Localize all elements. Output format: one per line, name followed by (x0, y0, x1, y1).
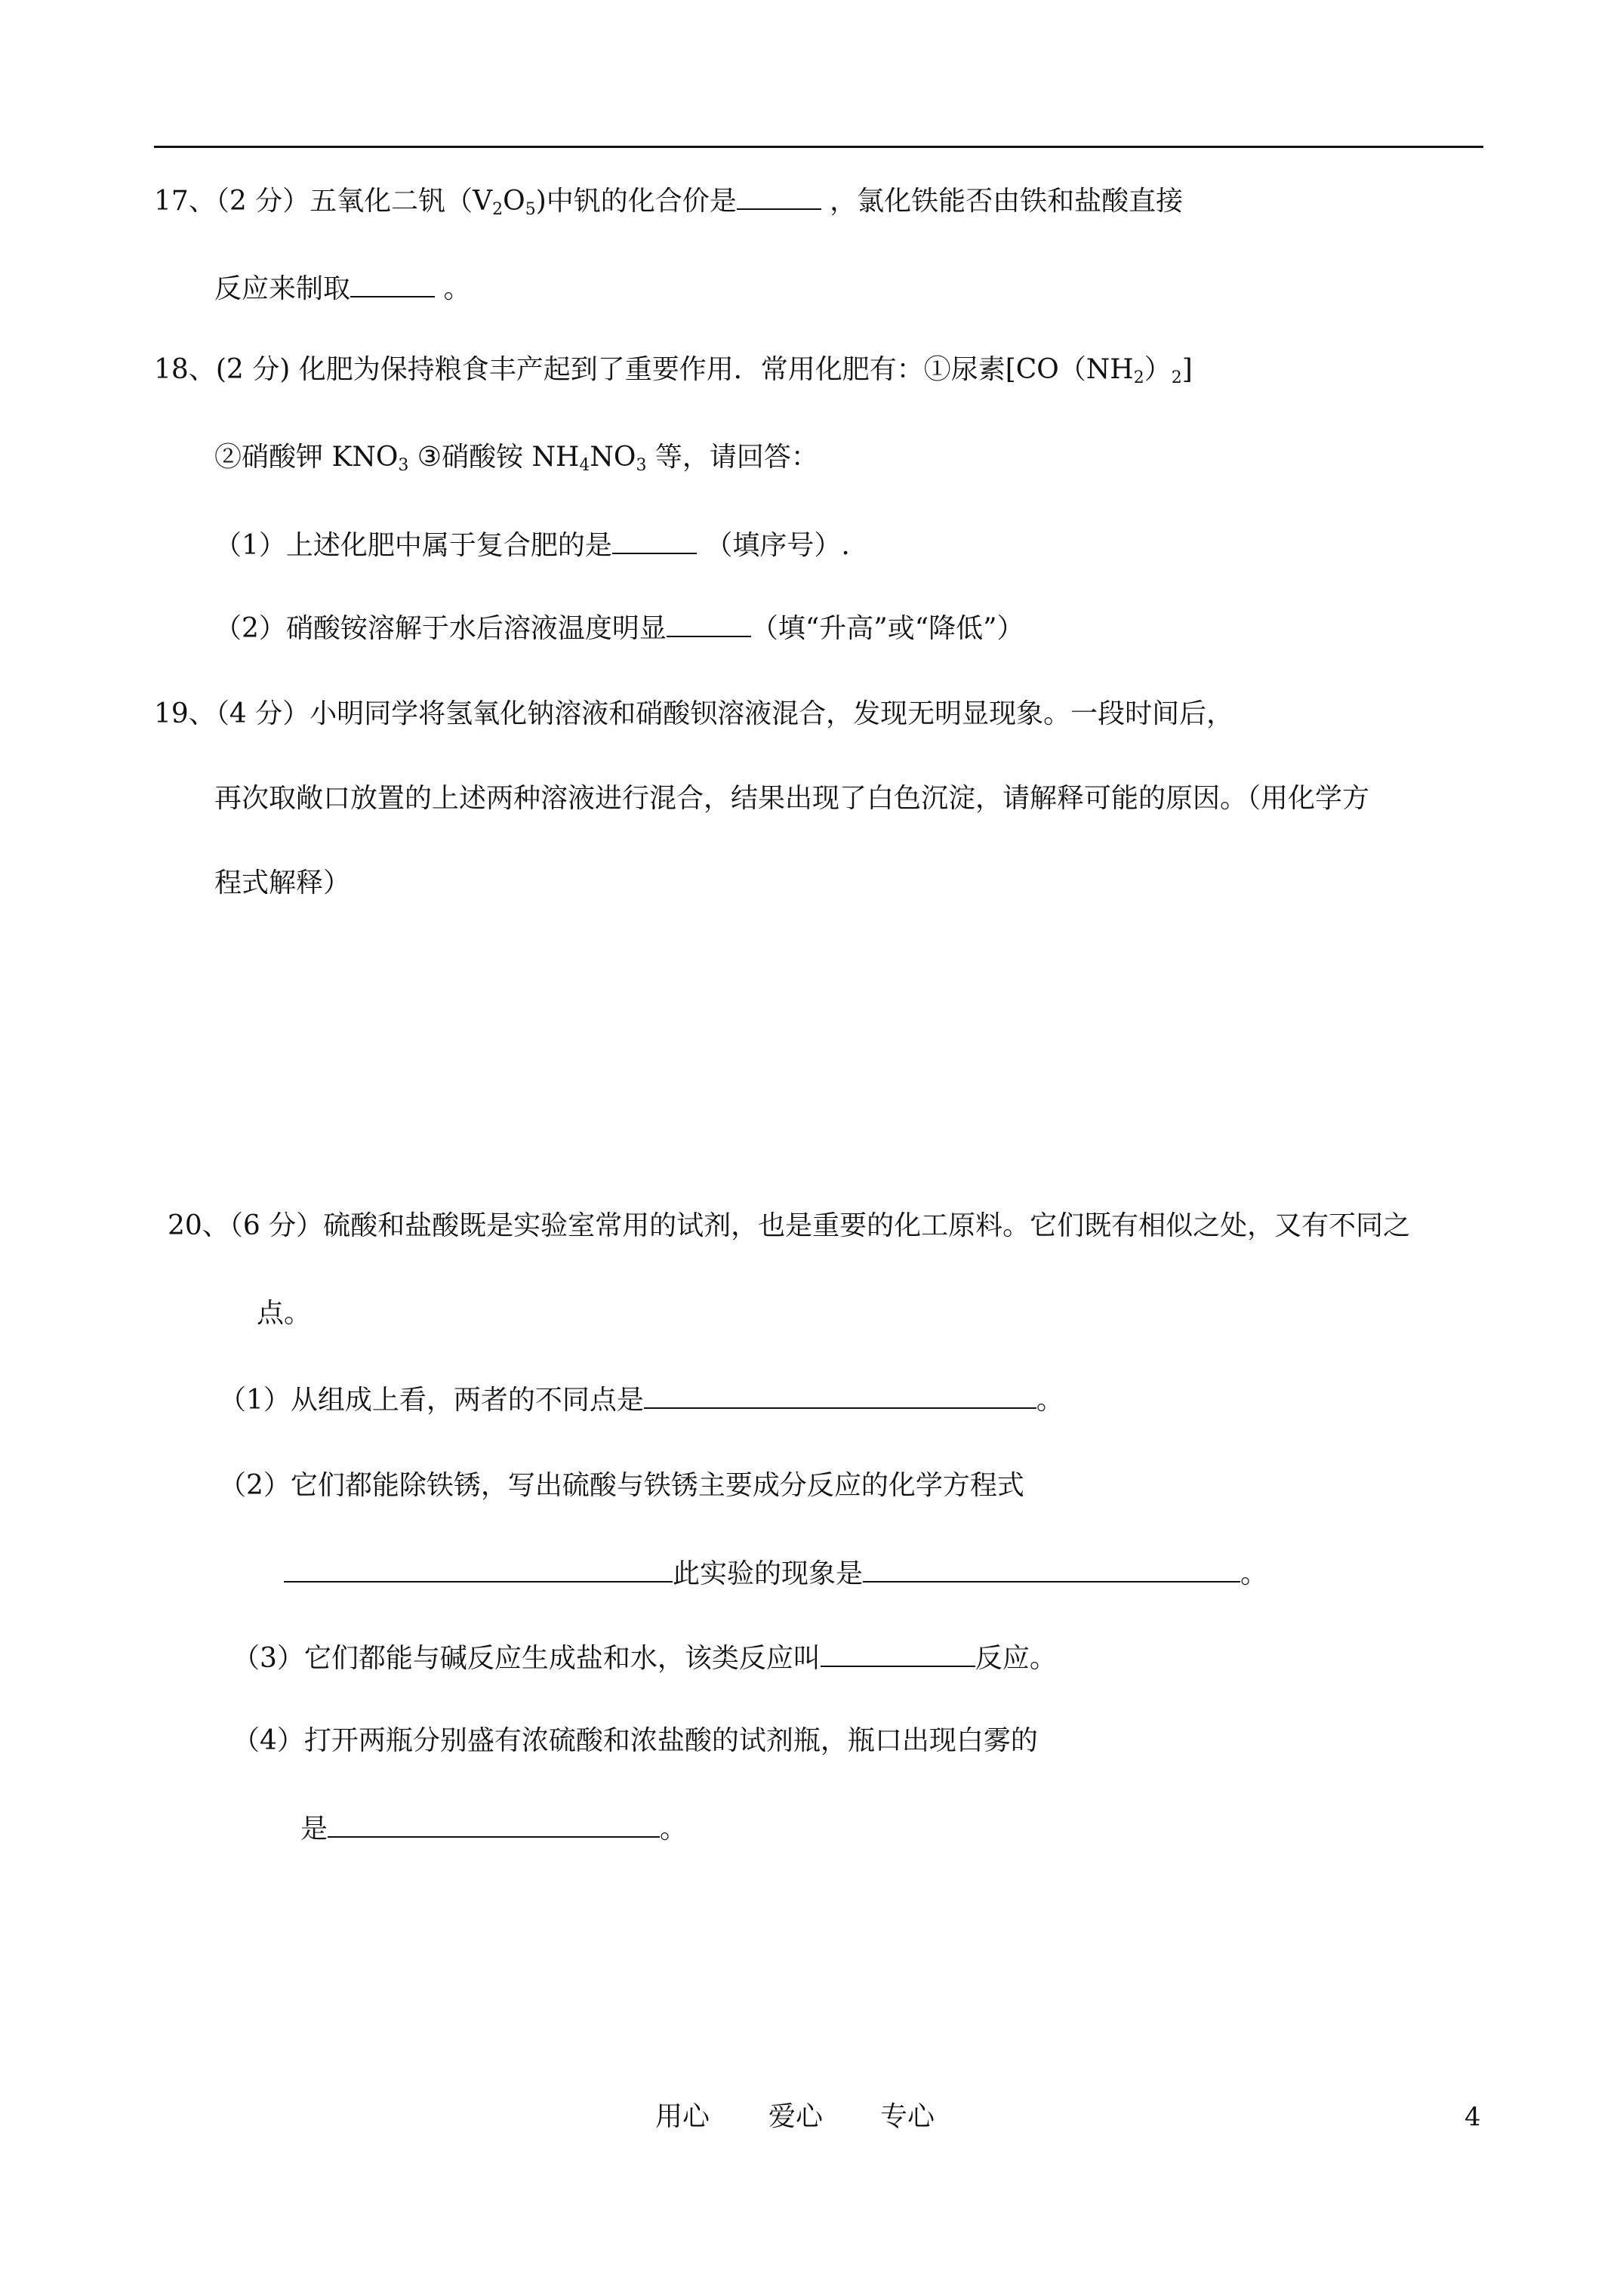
q20-answer-blank-3[interactable] (863, 1554, 1240, 1583)
q18-number: 18、 (154, 354, 216, 385)
q20-line1: 20、（6 分）硫酸和盐酸既是实验室常用的试剂，也是重要的化工原料。它们既有相似之处，又有不同之 (168, 1210, 1411, 1241)
q17-line1: 17、（2 分）五氧化二钒$(V_2O_5)$中钒的化合价是 ，氯化铁能否由铁和盐酸直接 (154, 181, 1183, 220)
q19-line1: 19、（4 分）小明同学将氢氧化钠溶液和硝酸钡溶液混合，发现无明显现象。一段时间后， (154, 698, 1234, 729)
q19-number: 19、 (154, 698, 216, 729)
q20-answer-blank-4[interactable] (821, 1638, 975, 1667)
footer-motto-2: 爱心 (768, 2101, 824, 2132)
page-number: 4 (1464, 2102, 1481, 2132)
q20-sub2-answer-line: 此实验的现象是 。 (284, 1554, 1267, 1592)
q18-answer-blank-1[interactable] (612, 525, 697, 554)
q20-line2: 点。 (257, 1298, 312, 1329)
q17-answer-blank-1[interactable] (737, 181, 821, 210)
q17-number: 17、 (154, 186, 216, 217)
footer-motto-1: 用心 (655, 2101, 710, 2132)
q18-line2: ②硝酸钾 $KNO_3$ ③硝酸铵 $NH_4NO_3$ 等，请回答： (214, 442, 818, 475)
q17-line2: 反应来制取 。 (214, 269, 470, 307)
q20-sub4: （4）打开两瓶分别盛有浓硫酸和浓盐酸的试剂瓶，瓶口出现白雾的 (233, 1725, 1038, 1756)
footer-motto-3: 专心 (880, 2101, 935, 2132)
q20-sub1: （1）从组成上看，两者的不同点是 。 (219, 1380, 1064, 1419)
q18-answer-blank-2[interactable] (667, 609, 751, 637)
q19-line3: 程式解释） (214, 868, 351, 898)
q18-line1: 18、(2 分) 化肥为保持粮食丰产起到了重要作用．常用化肥有：①尿素$[CO(NH_2)_2]$ (154, 354, 1193, 387)
q18-sub2: （2）硝酸铵溶解于水后溶液温度明显 （填“升高”或“降低”） (214, 609, 1024, 647)
q20-sub4-answer-line: 是 。 (300, 1809, 687, 1848)
q20-sub3: （3）它们都能与碱反应生成盐和水，该类反应叫 反应。 (233, 1638, 1057, 1677)
q20-answer-blank-2[interactable] (284, 1554, 673, 1583)
header-rule (154, 146, 1483, 148)
q20-answer-blank-1[interactable] (644, 1380, 1036, 1409)
q20-sub2: （2）它们都能除铁锈，写出硫酸与铁锈主要成分反应的化学方程式 (219, 1470, 1024, 1501)
q18-sub1: （1）上述化肥中属于复合肥的是 （填序号）. (214, 525, 850, 564)
q20-number: 20、 (168, 1210, 229, 1241)
q19-line2: 再次取敞口放置的上述两种溶液进行混合，结果出现了白色沉淀，请解释可能的原因。（用化学方 (214, 783, 1370, 814)
q17-answer-blank-2[interactable] (350, 269, 435, 297)
q20-answer-blank-5[interactable] (328, 1809, 660, 1838)
